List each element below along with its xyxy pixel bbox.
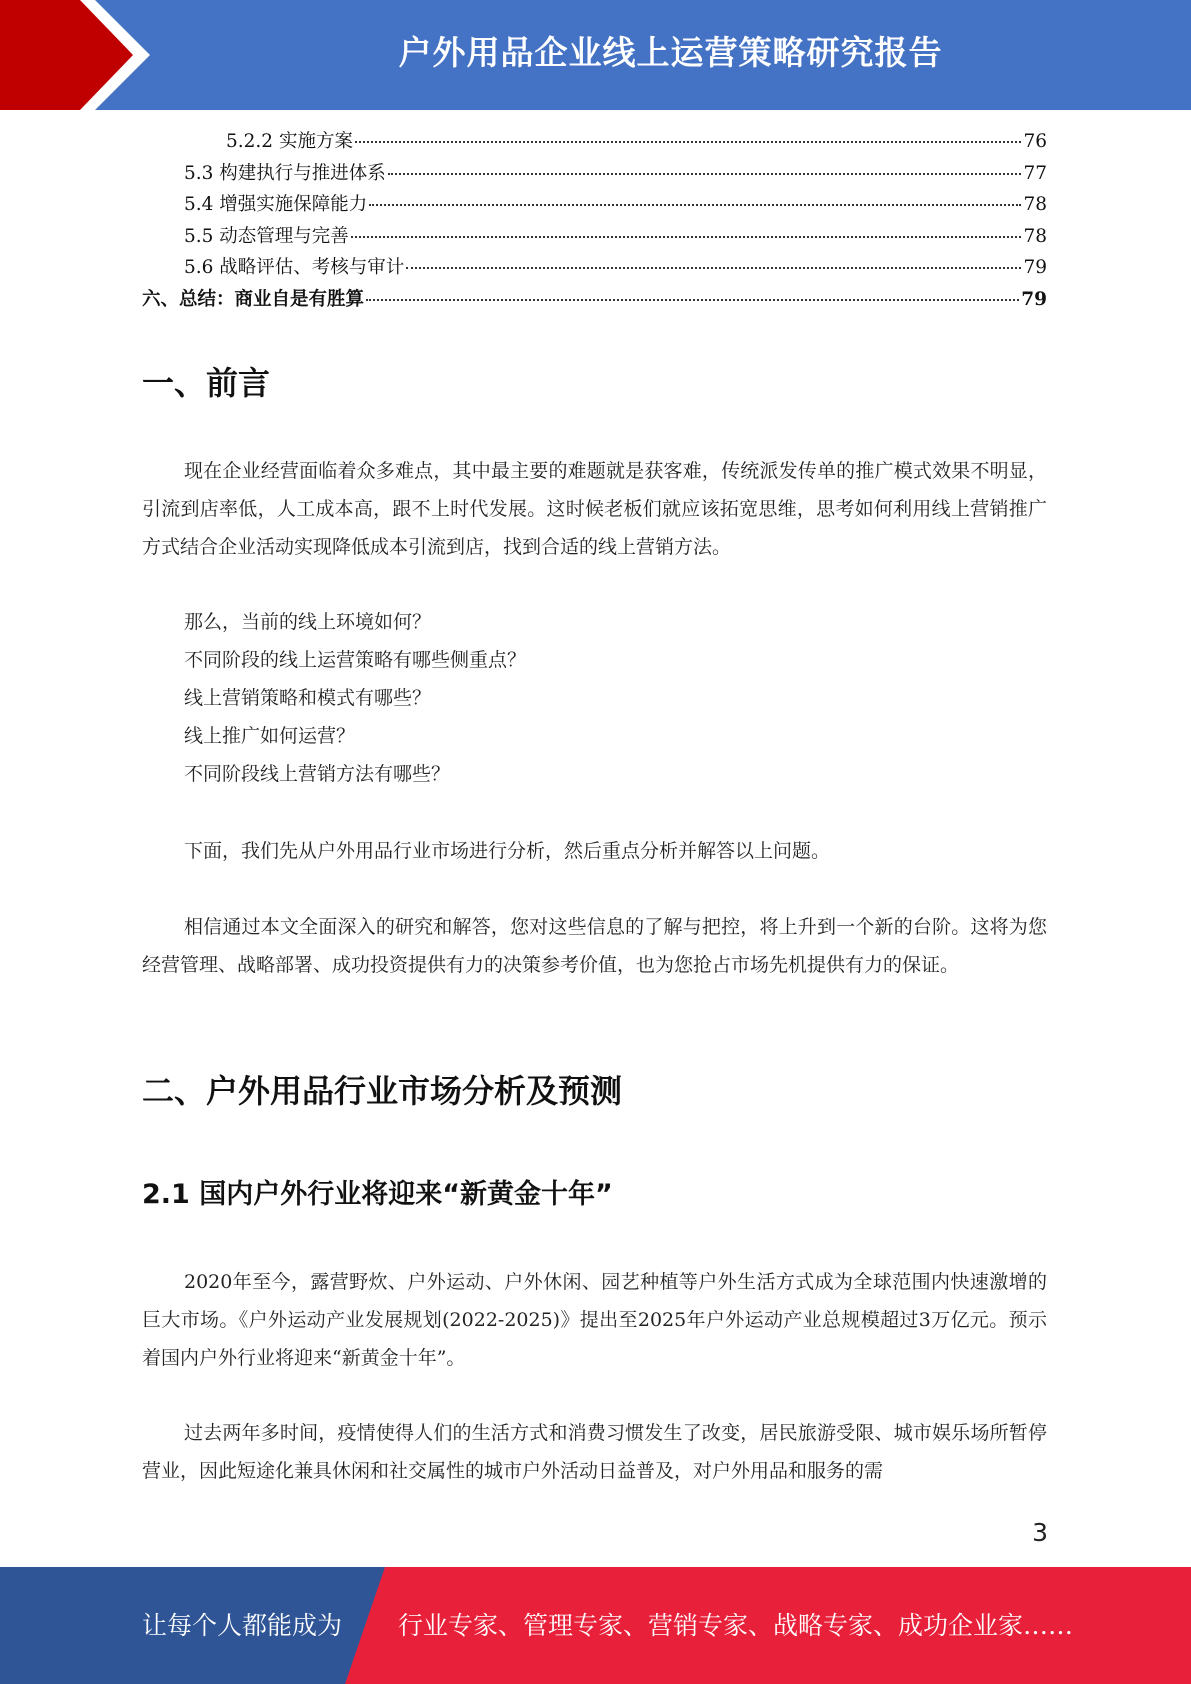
question-item: 那么，当前的线上环境如何？ [184, 611, 432, 633]
section-heading: 一、前言 [142, 364, 271, 402]
toc-entry-label: 5.6 战略评估、考核与审计 [184, 257, 405, 278]
question-item: 不同阶段的线上运营策略有哪些侧重点？ [184, 649, 527, 671]
toc-entry[interactable] [142, 159, 1047, 191]
toc-entry[interactable] [142, 253, 1047, 285]
toc-entry-page: 78 [1023, 194, 1047, 215]
table-of-contents [142, 127, 1047, 316]
body-paragraph: 过去两年多时间，疫情使得人们的生活方式和消费习惯发生了改变，居民旅游受限、城市娱乐场所暂停营业，因此短途化兼具休闲和社交属性的城市户外活动日益普及，对户外用品和服务的需 [142, 1422, 1047, 1482]
toc-leader-dots [369, 204, 1021, 206]
body-paragraph: 下面，我们先从户外用品行业市场进行分析，然后重点分析并解答以上问题。 [184, 840, 831, 862]
page-footer [0, 1567, 1191, 1684]
toc-entry[interactable] [142, 190, 1047, 222]
question-list [184, 603, 526, 793]
toc-entry-page: 76 [1023, 131, 1047, 152]
question-item: 线上营销策略和模式有哪些？ [184, 687, 432, 709]
toc-entry-label: 5.3 构建执行与推进体系 [184, 162, 386, 184]
header-chevron-graphic [0, 0, 160, 110]
body-paragraph: 相信通过本文全面深入的研究和解答，您对这些信息的了解与把控，将上升到一个新的台阶。这将为您经营管理、战略部署、成功投资提供有力的决策参考价值，也为您抢占市场先机提供有力的保证。 [142, 916, 1047, 976]
subsection-heading: 2.1 国内户外行业将迎来“新黄金十年” [142, 1179, 613, 1210]
toc-entry-page: 78 [1023, 225, 1047, 247]
toc-entry-label: 5.4 增强实施保障能力 [184, 194, 368, 215]
toc-leader-dots [351, 236, 1022, 238]
footer-slogan-right: 行业专家、管理专家、营销专家、战略专家、成功企业家…… [398, 1611, 1074, 1640]
report-title: 户外用品企业线上运营策略研究报告 [398, 33, 943, 72]
toc-entry[interactable] [142, 222, 1047, 254]
toc-entry[interactable] [142, 127, 1047, 159]
toc-leader-dots [355, 141, 1022, 143]
page-header [0, 0, 1191, 110]
question-item: 不同阶段线上营销方法有哪些？ [184, 763, 451, 785]
toc-entry-label: 5.5 动态管理与完善 [184, 225, 349, 247]
footer-slogan-left: 让每个人都能成为 [142, 1611, 343, 1640]
page-number: 3 [1032, 1518, 1048, 1547]
toc-leader-dots [366, 299, 1019, 301]
body-paragraph: 2020年至今，露营野炊、户外运动、户外休闲、园艺种植等户外生活方式成为全球范围内快速激增的巨大市场。《户外运动产业发展规划(2022-2025)》提出至2025年户外运动产业总规模超过3万亿元。预示着国内户外行业将迎来“新黄金十年”。 [142, 1271, 1047, 1369]
toc-entry-label: 六、总结：商业自是有胜算 [142, 288, 365, 310]
toc-leader-dots [388, 173, 1022, 175]
toc-entry-page: 79 [1023, 257, 1047, 278]
question-item: 线上推广如何运营？ [184, 725, 356, 747]
toc-entry[interactable] [142, 285, 1047, 317]
section-heading: 二、户外用品行业市场分析及预测 [142, 1072, 623, 1110]
toc-leader-dots [406, 267, 1021, 269]
toc-entry-label: 5.2.2 实施方案 [226, 131, 353, 152]
body-paragraph: 现在企业经营面临着众多难点，其中最主要的难题就是获客难，传统派发传单的推广模式效果不明显，引流到店率低，人工成本高，跟不上时代发展。这时候老板们就应该拓宽思维，思考如何利用线上营销推广方式结合企业活动实现降低成本引流到店，找到合适的线上营销方法。 [142, 460, 1047, 558]
toc-entry-page: 79 [1021, 288, 1047, 310]
toc-entry-page: 77 [1023, 162, 1047, 184]
